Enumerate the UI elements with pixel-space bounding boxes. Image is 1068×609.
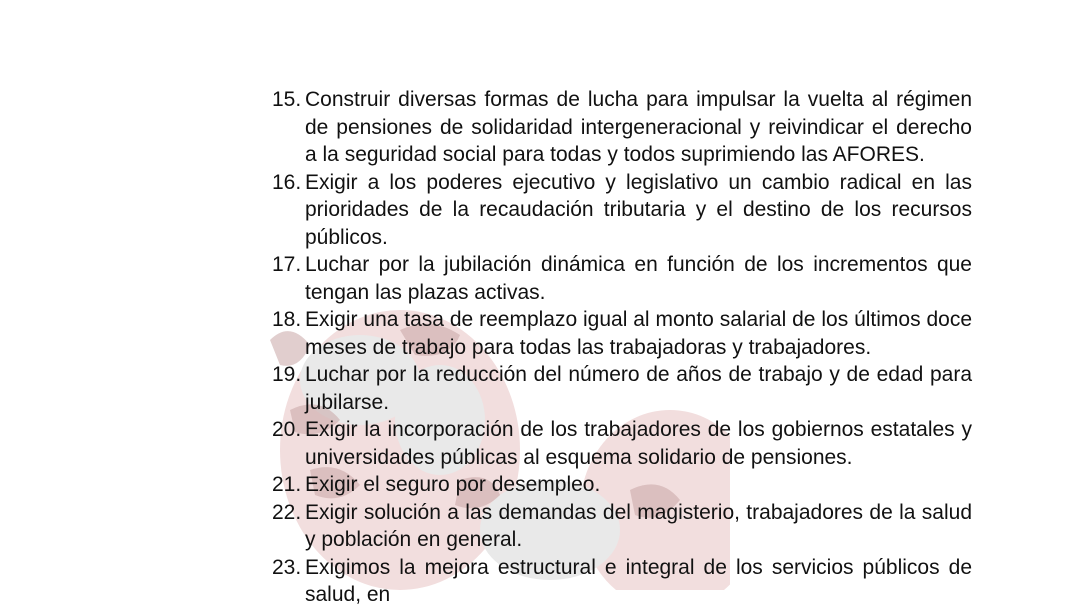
item-text: Exigimos la mejora estructural e integral de los servicios públicos de salud, en	[305, 555, 972, 606]
list-item-18	[272, 306, 972, 361]
item-number: 23.	[272, 555, 302, 579]
item-text: Construir diversas formas de lucha para impulsar la vuelta al régimen de pensiones de solidaridad intergeneracional y reivindicar el derecho a la seguridad social para todas y todos suprimiendo las AFORES.	[305, 88, 972, 166]
item-number: 16.	[272, 170, 302, 194]
item-text: Exigir el seguro por desempleo.	[305, 473, 601, 496]
list-item-20	[272, 416, 972, 471]
item-text: Luchar por la jubilación dinámica en función de los incrementos que tengan las plazas activas.	[305, 253, 972, 304]
item-number: 18.	[272, 308, 302, 331]
item-text: Exigir solución a las demandas del magisterio, trabajadores de la salud y población en general.	[305, 500, 972, 551]
item-number: 22.	[272, 500, 302, 524]
item-text: Exigir una tasa de reemplazo igual al monto salarial de los últimos doce meses de trabajo para todas las trabajadoras y trabajadores.	[305, 308, 972, 359]
list-item-19	[272, 361, 972, 416]
list-item-16	[272, 169, 972, 252]
item-number: 15.	[272, 88, 302, 111]
list-item-21	[272, 471, 972, 499]
list-item-15	[272, 86, 972, 169]
item-text: Exigir la incorporación de los trabajadores de los gobiernos estatales y universidades públicas al esquema solidario de pensiones.	[305, 418, 972, 469]
item-number: 19.	[272, 363, 302, 386]
list-item-22	[272, 499, 972, 554]
item-text: Exigir a los poderes ejecutivo y legislativo un cambio radical en las prioridades de la recaudación tributaria y el destino de los recursos públicos.	[305, 170, 972, 249]
item-number: 20.	[272, 418, 302, 441]
item-number: 17.	[272, 253, 302, 276]
list-item-17	[272, 251, 972, 306]
numbered-list	[272, 86, 972, 609]
list-item-23	[272, 554, 972, 609]
item-number: 21.	[272, 473, 302, 496]
item-text: Luchar por la reducción del número de años de trabajo y de edad para jubilarse.	[305, 363, 972, 414]
